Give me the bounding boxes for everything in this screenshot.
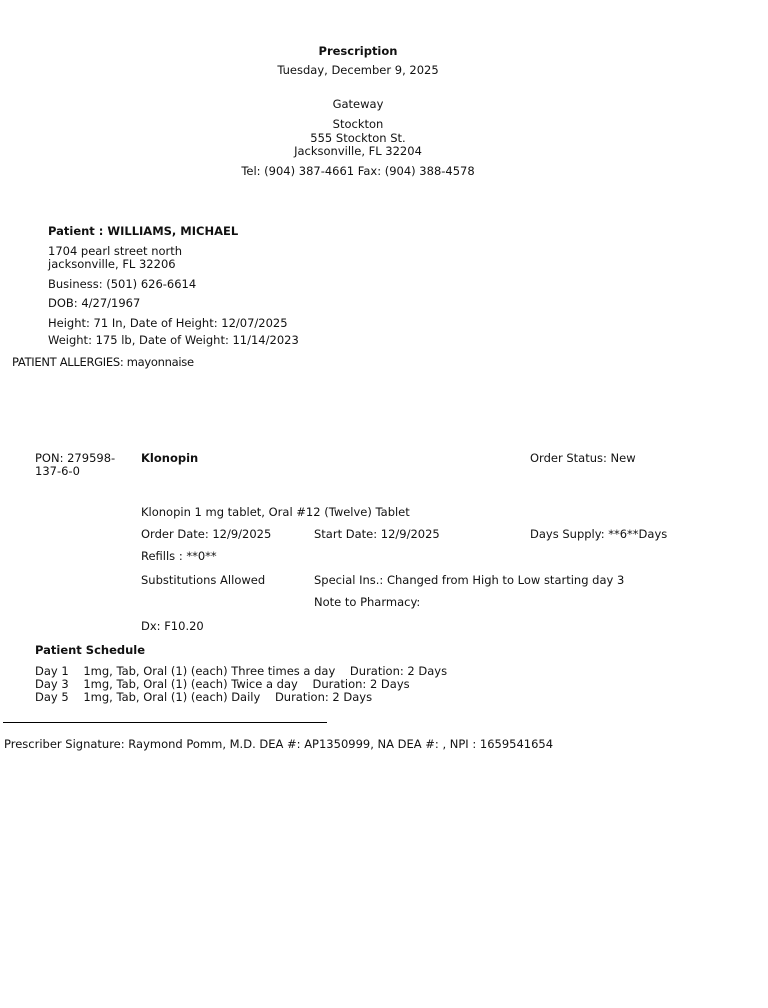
refills: Refills : **0** [141, 549, 217, 563]
schedule-duration: Duration: 2 Days [312, 677, 410, 691]
start-date: Start Date: 12/9/2025 [314, 527, 440, 541]
schedule-row [35, 664, 447, 678]
schedule-heading: Patient Schedule [35, 643, 146, 657]
schedule-detail: 1mg, Tab, Oral (1) (each) Twice a day [83, 677, 298, 691]
schedule-row [35, 690, 372, 704]
schedule-row [35, 677, 410, 691]
schedule-duration: Duration: 2 Days [349, 664, 448, 678]
patient-weight: Weight: 175 lb, Date of Weight: 11/14/2023 [48, 333, 299, 347]
drug-description: Klonopin 1 mg tablet, Oral #12 (Twelve) Tablet [141, 505, 410, 519]
patient-name: Patient : WILLIAMS, MICHAEL [48, 224, 239, 238]
schedule-day: Day 1 [35, 664, 69, 678]
patient-dob: DOB: 4/27/1967 [48, 296, 141, 310]
special-instructions: Special Ins.: Changed from High to Low starting day 3 [314, 573, 625, 587]
site-city: Jacksonville, FL 32204 [294, 144, 422, 158]
pon-number-line1: PON: 279598- [35, 451, 116, 465]
schedule-detail: 1mg, Tab, Oral (1) (each) Daily [83, 690, 261, 704]
order-date: Order Date: 12/9/2025 [141, 527, 272, 541]
prescriber-signature: Prescriber Signature: Raymond Pomm, M.D. DEA #: AP1350999, NA DEA #: , NPI : 1659541654 [4, 737, 554, 751]
schedule-day: Day 3 [35, 677, 69, 691]
site-phones: Tel: (904) 387-4661 Fax: (904) 388-4578 [241, 164, 475, 178]
substitutions: Substitutions Allowed [141, 573, 266, 587]
patient-height: Height: 71 In, Date of Height: 12/07/2025 [48, 316, 288, 330]
patient-business-phone: Business: (501) 626-6614 [48, 277, 197, 291]
organization-name: Gateway [332, 97, 384, 111]
patient-address-line1: 1704 pearl street north [48, 244, 183, 258]
document-title: Prescription [318, 44, 398, 58]
diagnosis-code: Dx: F10.20 [141, 619, 204, 633]
schedule-duration: Duration: 2 Days [274, 690, 373, 704]
days-supply: Days Supply: **6**Days [530, 527, 668, 541]
signature-line [3, 722, 327, 723]
order-status: Order Status: New [530, 451, 636, 465]
note-to-pharmacy: Note to Pharmacy: [314, 595, 421, 609]
schedule-detail: 1mg, Tab, Oral (1) (each) Three times a day [83, 664, 336, 678]
patient-address-line2: jacksonville, FL 32206 [48, 257, 176, 271]
pon-number-line2: 137-6-0 [35, 464, 80, 478]
site-name: Stockton [332, 117, 384, 131]
patient-allergies: PATIENT ALLERGIES: mayonnaise [12, 355, 194, 369]
prescription-date: Tuesday, December 9, 2025 [277, 63, 439, 77]
schedule-day: Day 5 [35, 690, 69, 704]
site-street: 555 Stockton St. [310, 131, 406, 145]
drug-name: Klonopin [141, 451, 199, 465]
